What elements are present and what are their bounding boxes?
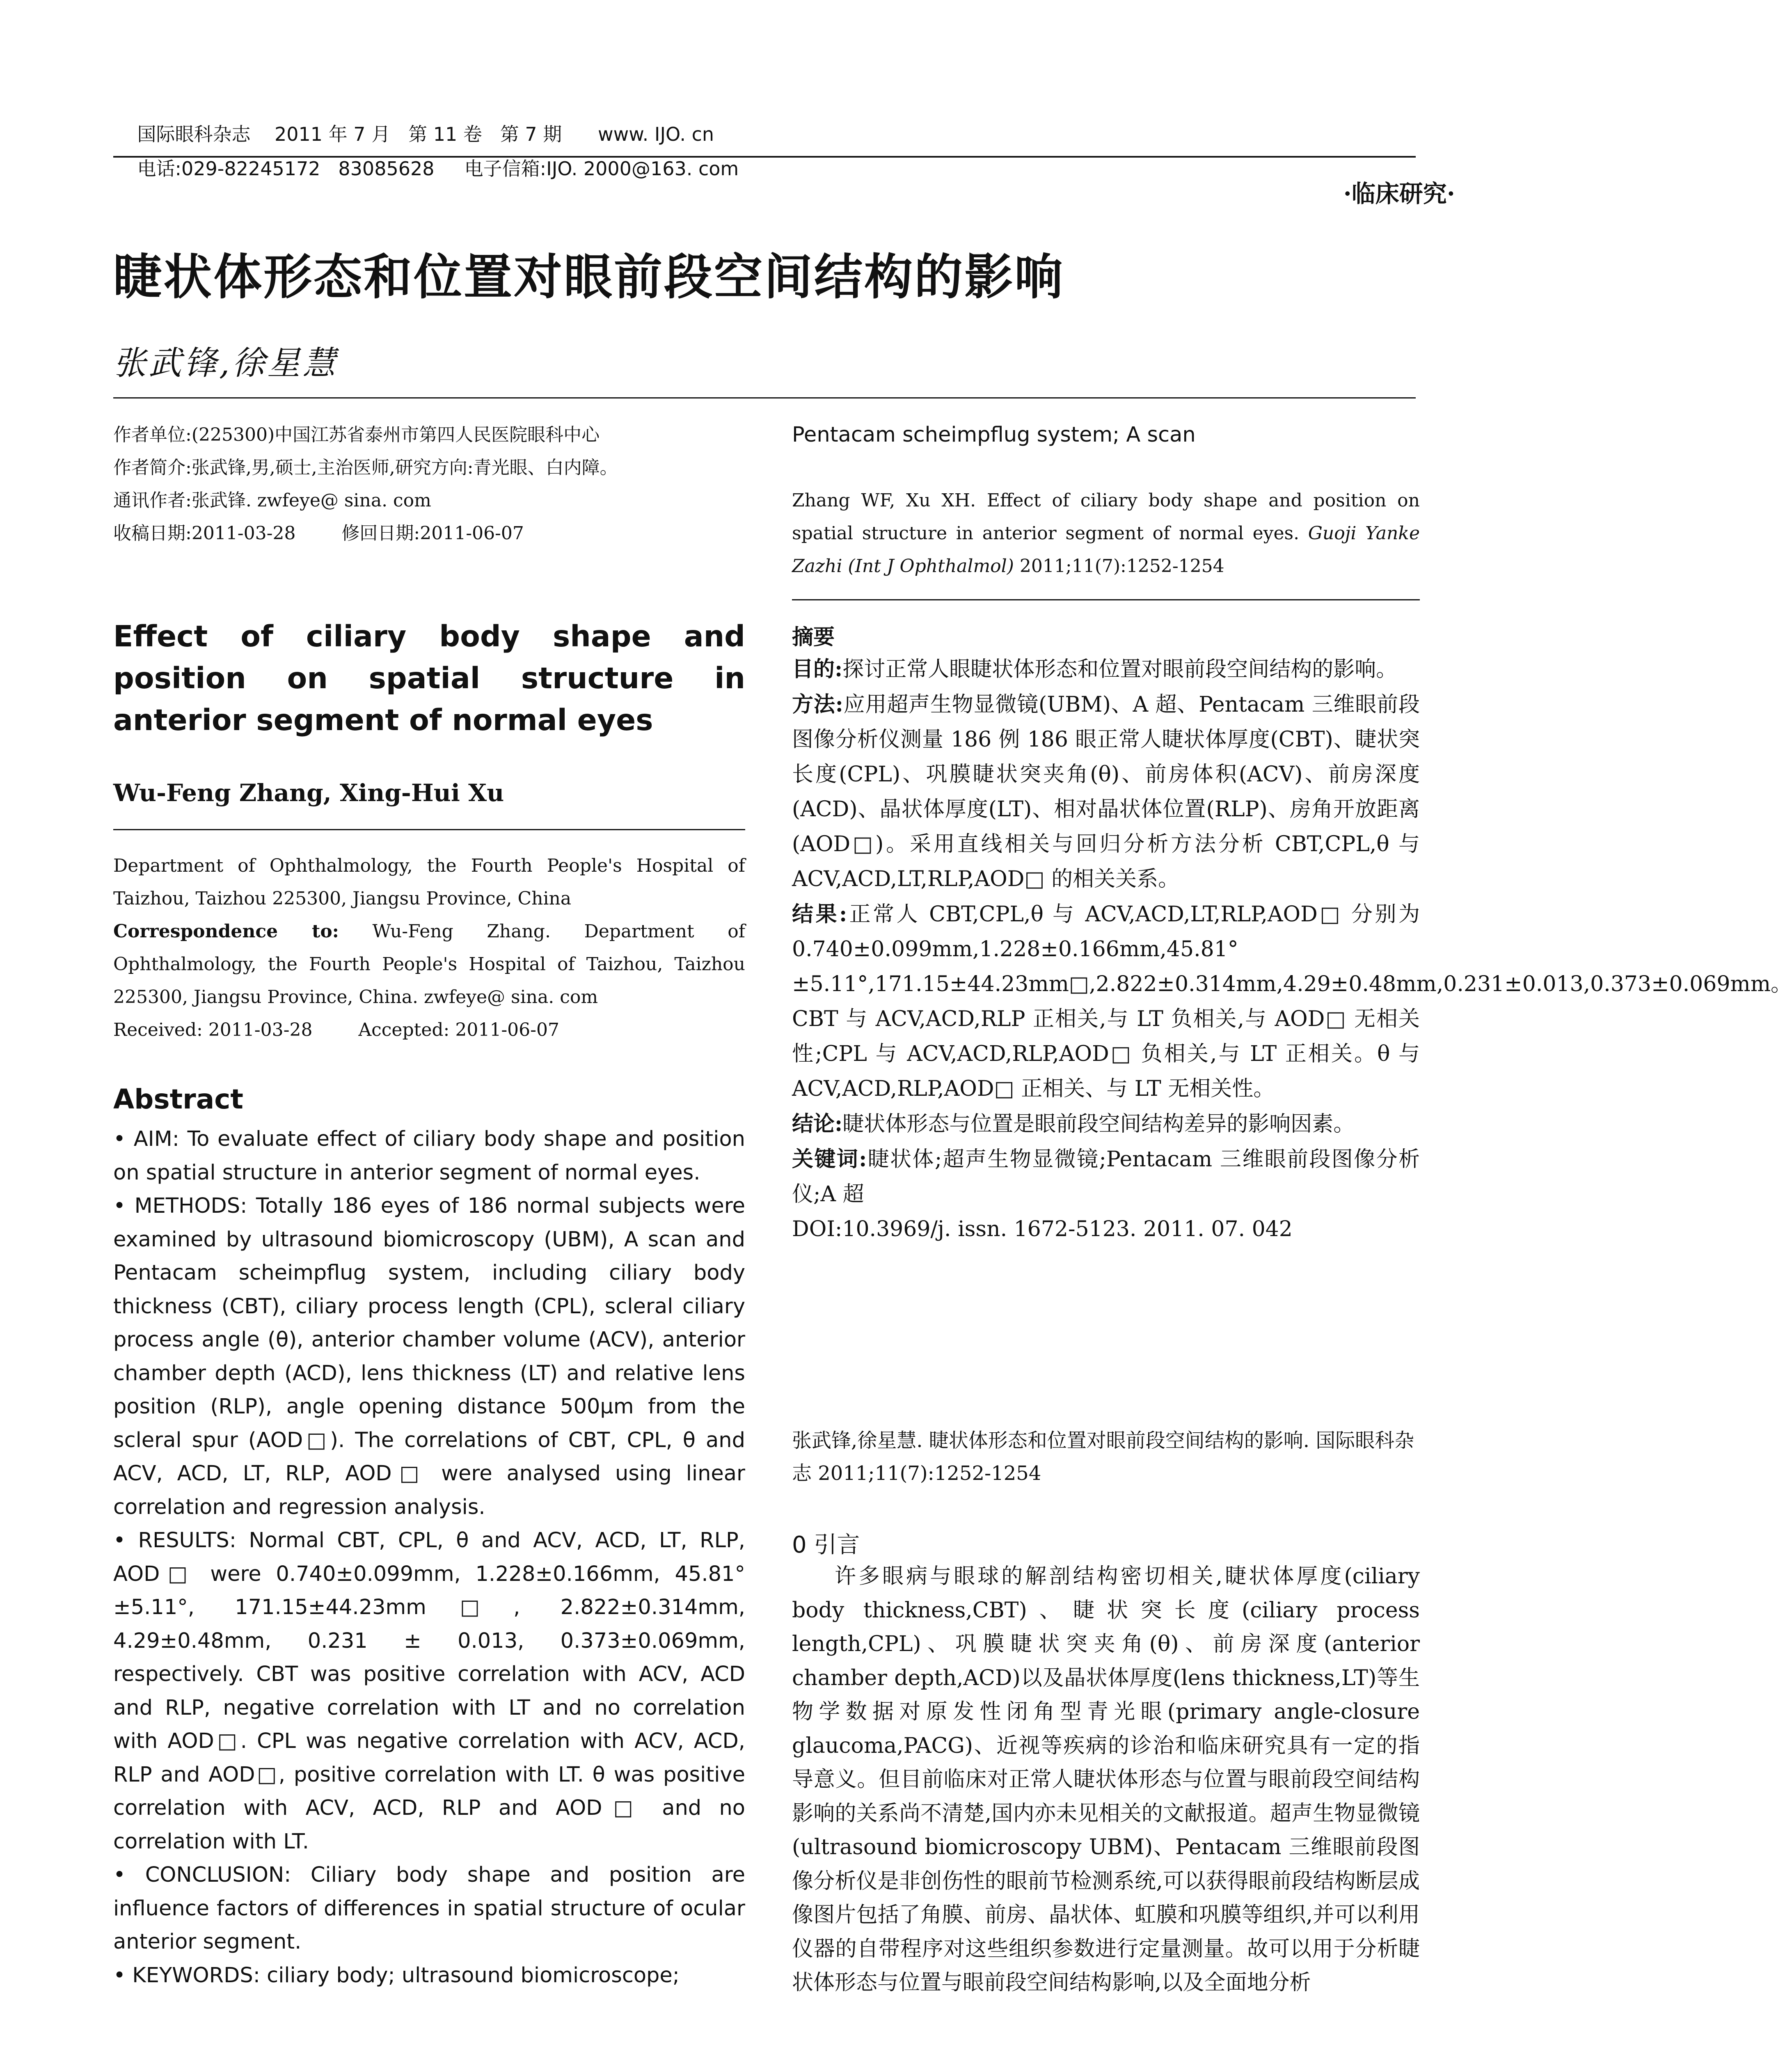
correspondence-label: Correspondence to: xyxy=(113,921,339,942)
author-info xyxy=(113,419,745,550)
abstract-en xyxy=(113,1122,745,1992)
volume: 第 11 卷 xyxy=(408,123,482,145)
citation-en-text: Zhang WF, Xu XH. Effect of ciliary body shape and position on spatial structure in anterior segment of normal eyes. xyxy=(792,490,1420,544)
results-label-cn: 结果: xyxy=(792,902,847,927)
section-label: ·临床研究· xyxy=(1343,180,1455,208)
corresponding-author: 通讯作者:张武锋. zwfeye@ sina. com xyxy=(113,490,431,511)
affiliation-en xyxy=(113,850,745,1047)
abstract-conclusion: • CONCLUSION: Ciliary body shape and position are influence factors of differences in spatial structure of ocular anterior segment. xyxy=(113,1863,745,1954)
article-title-cn: 睫状体形态和位置对眼前段空间结构的影响 xyxy=(113,249,1065,305)
abstract-aim: • AIM: To evaluate effect of ciliary body shape and position on spatial structure in anterior segment of normal eyes. xyxy=(113,1127,745,1185)
results-text-cn: 正常人 CBT,CPL,θ 与 ACV,ACD,LT,RLP,AOD□ 分别为 0.740±0.099mm,1.228±0.166mm,45.81°±5.11°,171.15±44.23mm□,2.822±0.314mm,4.29±0.48mm,0.231±0.013,0.373±0.069mm。CBT 与 ACV,ACD,RLP 正相关,与 LT 负相关,与 AOD□ 无相关性;CPL 与 ACV,ACD,RLP,AOD□ 负相关,与 LT 正相关。θ 与 ACV,ACD,RLP,AOD□ 正相关、与 LT 无相关性。 xyxy=(792,902,1792,1101)
issue-date: 2011 年 7 月 xyxy=(275,123,391,145)
intro-heading: 0 引言 xyxy=(792,1532,860,1558)
aim-text-cn: 探讨正常人眼睫状体形态和位置对眼前段空间结构的影响。 xyxy=(842,657,1398,682)
citation-en xyxy=(792,484,1420,583)
citation-cn: 张武锋,徐星慧. 睫状体形态和位置对眼前段空间结构的影响. 国际眼科杂志 2011;11(7):1252-1254 xyxy=(792,1429,1414,1485)
citation-en-journal: Guoji Yanke Zazhi (Int J Ophthalmol) xyxy=(792,523,1420,577)
abstract-heading: Abstract xyxy=(113,1083,243,1115)
correspondence xyxy=(113,915,745,1014)
abstract-results: • RESULTS: Normal CBT, CPL, θ and ACV, ACD, LT, RLP, AOD□ were 0.740±0.099mm, 1.228±0.166mm, 45.81°±5.11°, 171.15±44.23mm□, 2.822±0.314mm, 4.29±0.48mm, 0.231 ± 0.013, 0.373±0.069mm, respectively. CBT was positive correlation with ACV, ACD and RLP, negative correlation with LT and no correlation with AOD□. CPL was negative correlation with ACV, ACD, RLP and AOD□, positive correlation with LT. θ was positive correlation with ACV, ACD, RLP and AOD□ and no correlation with LT. xyxy=(113,1528,745,1854)
conclusion-label-cn: 结论: xyxy=(792,1111,843,1136)
received-accepted-dates: Received: 2011-03-28 Accepted: 2011-06-07 xyxy=(113,1019,560,1040)
methods-label-cn: 方法: xyxy=(792,692,843,717)
journal-name: 国际眼科杂志 xyxy=(137,123,251,145)
citation-en-tail: 2011;11(7):1252-1254 xyxy=(1014,556,1224,577)
keywords-continued: Pentacam scheimpflug system; A scan xyxy=(792,423,1196,447)
abstract-cn-keywords xyxy=(792,1142,1420,1212)
received-revised-dates: 收稿日期:2011-03-28 修回日期:2011-06-07 xyxy=(113,523,524,544)
abstract-cn-results xyxy=(792,897,1792,1106)
abstract-cn-methods xyxy=(792,687,1420,897)
aim-label-cn: 目的: xyxy=(792,657,843,682)
abstract-cn-aim xyxy=(792,652,1420,687)
keywords-label-cn: 关键词: xyxy=(792,1147,867,1172)
header-line-2 xyxy=(113,126,739,212)
abstract-cn xyxy=(792,652,1792,1247)
phone: 电话:029-82245172 83085628 xyxy=(137,158,435,180)
title-rule xyxy=(113,397,1416,398)
citation-rule xyxy=(792,599,1420,600)
abstract-keywords: • KEYWORDS: ciliary body; ultrasound biomicroscope; xyxy=(113,1963,680,1988)
author-bio: 作者简介:张武锋,男,硕士,主治医师,研究方向:青光眼、白内障。 xyxy=(113,457,618,478)
conclusion-text-cn: 睫状体形态与位置是眼前段空间结构差异的影响因素。 xyxy=(842,1112,1355,1136)
abstract-cn-heading: 摘要 xyxy=(792,625,835,650)
journal-website: www. IJO. cn xyxy=(597,123,714,145)
article-title-en: Effect of ciliary body shape and position on spatial structure in anterior segment of normal eyes xyxy=(113,619,745,737)
authors-rule xyxy=(113,829,745,830)
department: Department of Ophthalmology, the Fourth People's Hospital of Taizhou, Taizhou 225300, Jiangsu Province, China xyxy=(113,855,745,909)
keywords-text-cn: 睫状体;超声生物显微镜;Pentacam 三维眼前段图像分析仪;A 超 xyxy=(792,1147,1420,1207)
doi: DOI:10.3969/j. issn. 1672-5123. 2011. 07. 042 xyxy=(792,1217,1293,1241)
correspondence-text: Wu-Feng Zhang. Department of Ophthalmology, the Fourth People's Hospital of Taizhou, Taizhou 225300, Jiangsu Province, China. zwfeye@ sina. com xyxy=(113,921,745,1008)
authors-cn: 张武锋,徐星慧 xyxy=(113,344,338,382)
authors-en: Wu-Feng Zhang, Xing-Hui Xu xyxy=(113,779,504,807)
email: 电子信箱:IJO. 2000@163. com xyxy=(464,158,739,180)
author-unit: 作者单位:(225300)中国江苏省泰州市第四人民医院眼科中心 xyxy=(113,424,600,445)
issue-number: 第 7 期 xyxy=(500,123,562,145)
intro-paragraph: 许多眼病与眼球的解剖结构密切相关,睫状体厚度(ciliary body thickness,CBT)、睫状突长度(ciliary process length,CPL)、巩膜睫状突夹角(θ)、前房深度(anterior chamber depth,ACD)以及晶状体厚度(lens thickness,LT)等生物学数据对原发性闭角型青光眼(primary angle-closure glaucoma,PACG)、近视等疾病的诊治和临床研究具有一定的指导意义。但目前临床对正常人睫状体形态与位置与眼前段空间结构影响的关系尚不清楚,国内亦未见相关的文献报道。超声生物显微镜(ultrasound biomicroscopy UBM)、Pentacam 三维眼前段图像分析仪是非创伤性的眼前节检测系统,可以获得眼前段结构断层成像图片包括了角膜、前房、晶状体、虹膜和巩膜等组织,并可以利用仪器的自带程序对这些组织参数进行定量测量。故可以用于分析睫状体形态与位置与眼前段空间结构影响,以及全面地分析 xyxy=(792,1564,1420,1995)
methods-text-cn: 应用超声生物显微镜(UBM)、A 超、Pentacam 三维眼前段图像分析仪测量 186 例 186 眼正常人睫状体厚度(CBT)、睫状突长度(CPL)、巩膜睫状突夹角(θ)、前房体积(ACV)、前房深度(ACD)、晶状体厚度(LT)、相对晶状体位置(RLP)、房角开放距离(AOD□)。采用直线相关与回归分析方法分析 CBT,CPL,θ 与 ACV,ACD,LT,RLP,AOD□ 的相关关系。 xyxy=(792,692,1420,891)
abstract-cn-conclusion xyxy=(792,1106,1420,1142)
abstract-methods: • METHODS: Totally 186 eyes of 186 normal subjects were examined by ultrasound biomicroscopy (UBM), A scan and Pentacam scheimpflug system, including ciliary body thickness (CBT), ciliary process length (CPL), scleral ciliary process angle (θ), anterior chamber volume (ACV), anterior chamber depth (ACD), lens thickness (LT) and relative lens position (RLP), angle opening distance 500μm from the scleral spur (AOD□). The correlations of CBT, CPL, θ and ACV, ACD, LT, RLP, AOD□ were analysed using linear correlation and regression analysis. xyxy=(113,1194,745,1519)
header-rule xyxy=(113,156,1416,158)
